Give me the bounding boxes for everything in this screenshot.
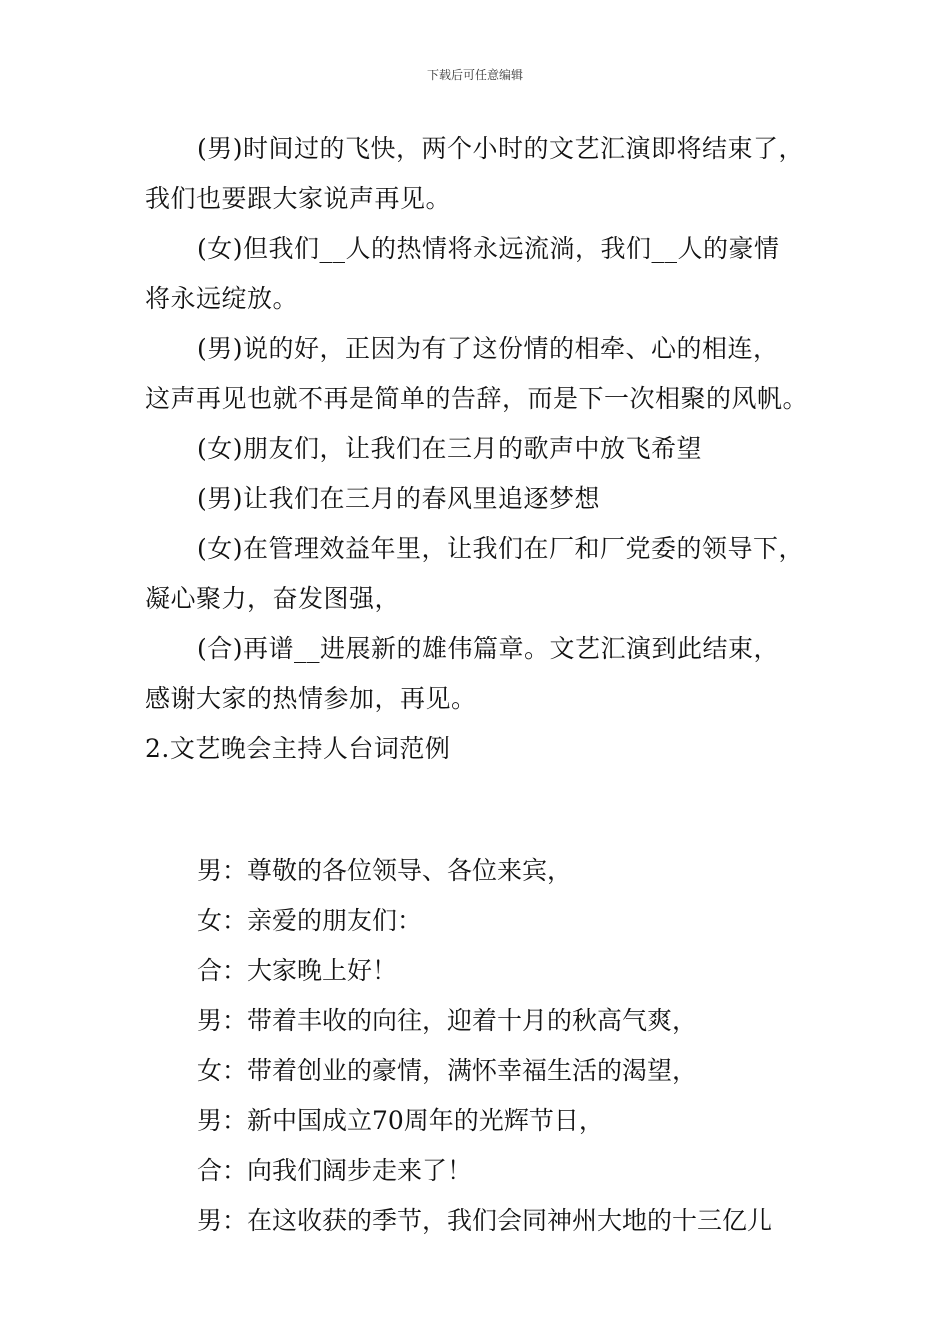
dialogue-line: 合：向我们阔步走来了！	[197, 1156, 473, 1185]
paragraph-line: (女)在管理效益年里，让我们在厂和厂党委的领导下，	[197, 534, 805, 563]
paragraph-line: 凝心聚力，奋发图强，	[145, 584, 401, 613]
dialogue-line: 男：在这收获的季节，我们会同神州大地的十三亿儿	[197, 1206, 773, 1235]
document-body	[145, 124, 825, 1246]
page-header: 下载后可任意编辑	[426, 68, 523, 82]
section-title: 2.文艺晚会主持人台词范例	[145, 734, 451, 763]
paragraph-line: (合)再谱__进展新的雄伟篇章。文艺汇演到此结束，	[197, 634, 780, 663]
dialogue-line: 男：带着丰收的向往，迎着十月的秋高气爽，	[197, 1006, 698, 1035]
paragraph-line: (女)但我们__人的热情将永远流淌，我们__人的豪情	[197, 234, 780, 263]
paragraph-line: 这声再见也就不再是简单的告辞，而是下一次相聚的风帆。	[145, 384, 809, 413]
paragraph-line: (男)让我们在三月的春风里追逐梦想	[197, 484, 601, 513]
paragraph-line: (女)朋友们，让我们在三月的歌声中放飞希望	[197, 434, 703, 463]
dialogue-line: 女：亲爱的朋友们：	[197, 906, 423, 935]
dialogue-line: 合：大家晚上好！	[197, 956, 398, 985]
paragraph-line: 感谢大家的热情参加，再见。	[145, 684, 477, 713]
dialogue-line: 男：尊敬的各位领导、各位来宾，	[197, 856, 573, 885]
paragraph-line: 我们也要跟大家说声再见。	[145, 184, 452, 213]
dialogue-line: 女：带着创业的豪情，满怀幸福生活的渴望，	[197, 1056, 698, 1085]
section-spacer	[145, 774, 825, 846]
paragraph-line: (男)说的好，正因为有了这份情的相牵、心的相连，	[197, 334, 779, 363]
paragraph-line: 将永远绽放。	[145, 284, 299, 313]
paragraph-line: (男)时间过的飞快，两个小时的文艺汇演即将结束了，	[197, 134, 805, 163]
dialogue-line: 男：新中国成立70周年的光辉节日，	[197, 1106, 604, 1135]
